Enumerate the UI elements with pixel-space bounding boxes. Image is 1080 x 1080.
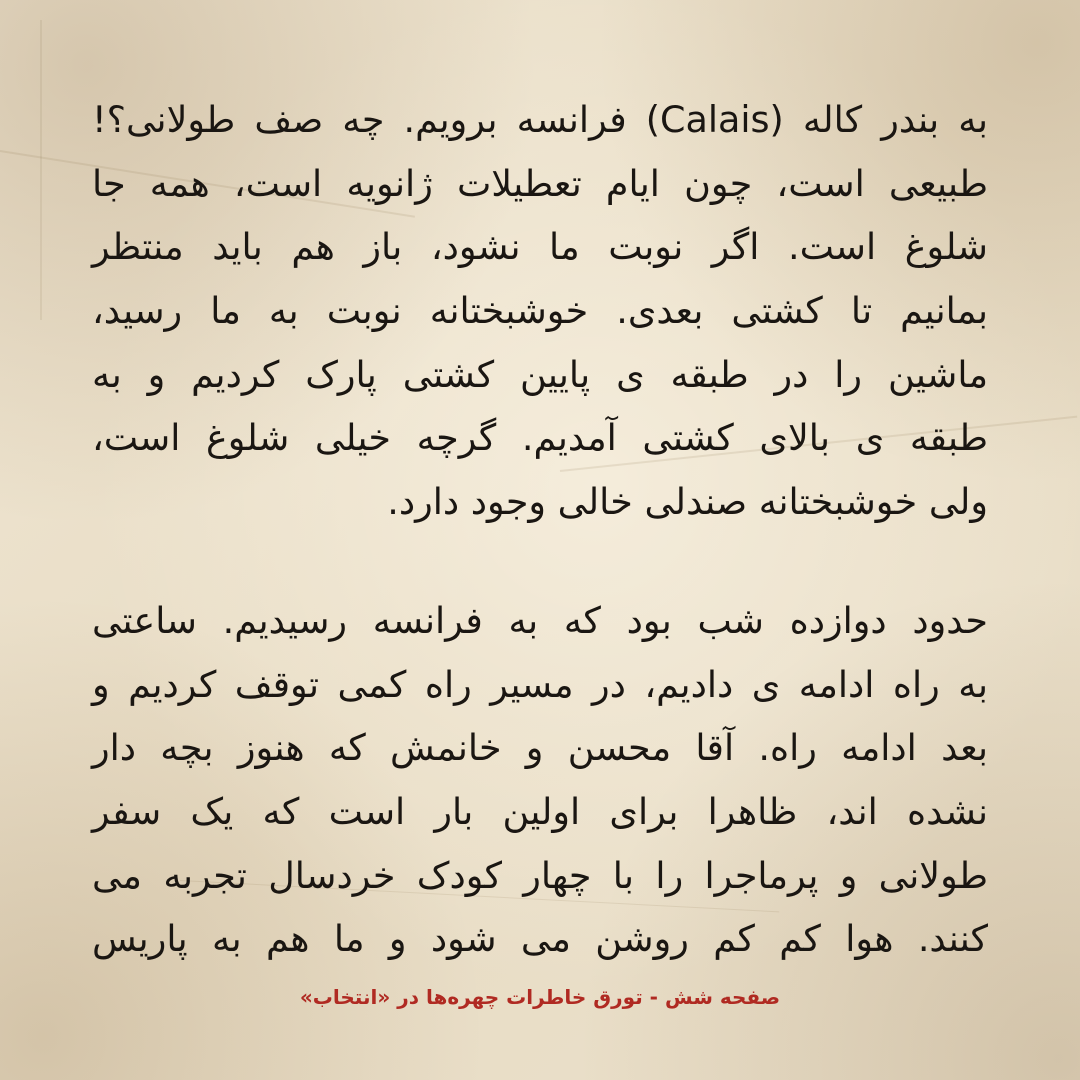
text-line: شلوغ است. اگر نوبت ما نشود، باز هم باید منتظر [92,225,988,269]
footer-caption: صفحه شش - تورق خاطرات چهره‌ها در «انتخاب» [299,985,781,1009]
text-line: طبقه ی بالای کشتی آمدیم. گرچه خیلی شلوغ است، [92,416,988,460]
text-line: بمانیم تا کشتی بعدی. خوشبختانه نوبت به ما رسید، [92,289,988,333]
text-line: طبیعی است، چون ایام تعطیلات ژانویه است، همه جا [92,161,988,205]
paragraph-1 [92,88,988,534]
text-line: به راه ادامه ی دادیم، در مسیر راه کمی توقف کردیم و [92,662,988,706]
text-line: حدود دوازده شب بود که به فرانسه رسیدیم. ساعتی [92,599,988,642]
text-line: کنند. هوا کم کم روشن می شود و ما هم به پاریس [92,917,988,961]
paragraph-2 [92,589,988,971]
text-line: بعد ادامه راه. آقا محسن و خانمش که هنوز بچه دار [92,726,988,770]
text-line: طولانی و پرماجرا را با چهار کودک خردسال تجربه می [92,853,988,897]
text-line: ولی خوشبختانه صندلی خالی وجود دارد. [387,480,988,524]
text-line: ماشین را در طبقه ی پایین کشتی پارک کردیم و به [92,352,988,396]
text-line: نشده اند، ظاهرا برای اولین بار است که یک سفر [92,790,988,834]
paper-crease [40,20,42,320]
text-line: به بندر کاله (Calais) فرانسه برویم. چه صف طولانی؟! [92,98,988,141]
